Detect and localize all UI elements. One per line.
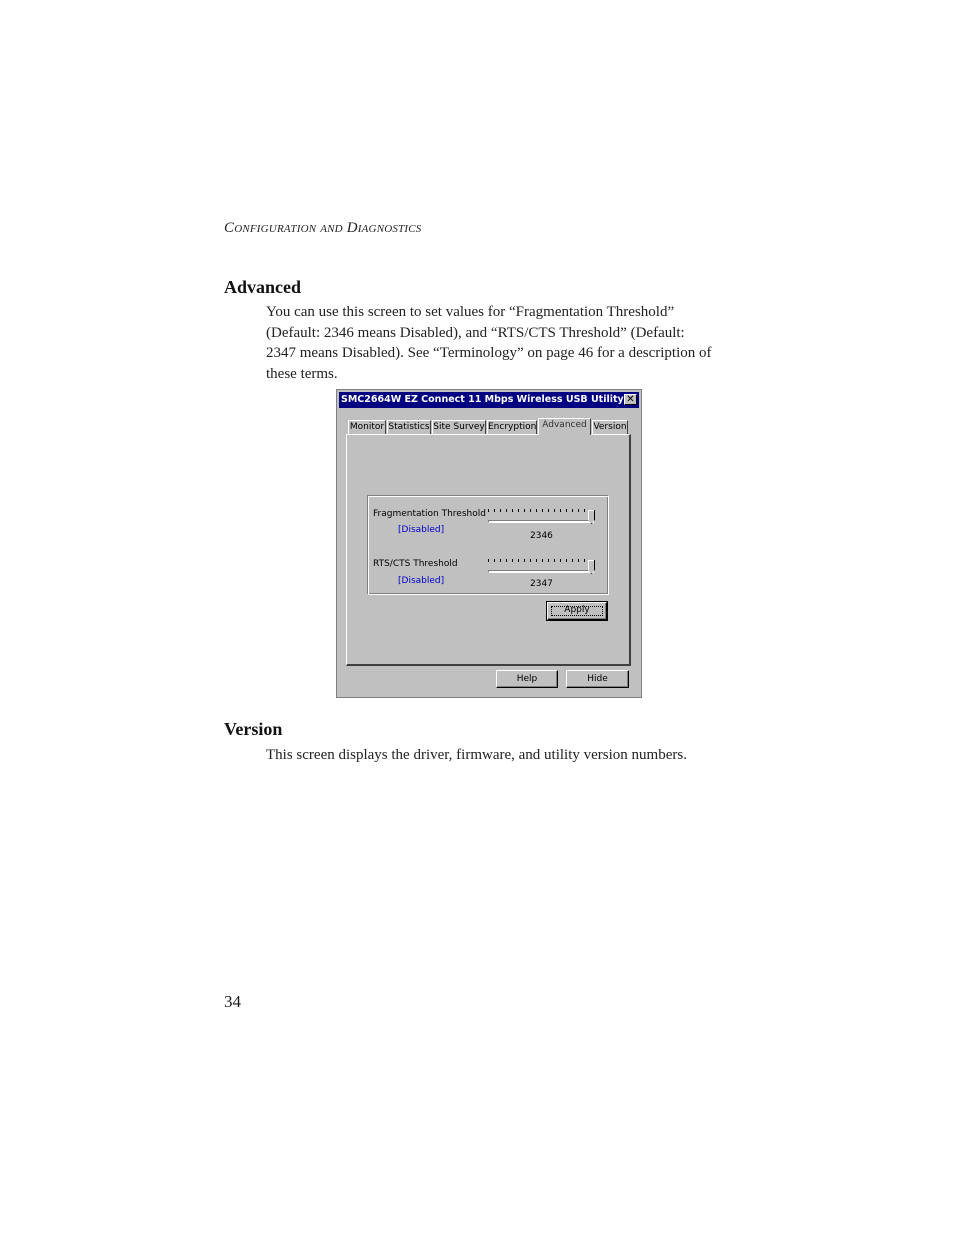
fragmentation-slider-track — [488, 520, 594, 523]
running-head: Configuration and Diagnostics — [224, 220, 422, 236]
advanced-paragraph — [266, 302, 736, 384]
fragmentation-ticks — [488, 509, 589, 512]
rts-value: 2347 — [530, 579, 553, 589]
rts-ticks — [488, 559, 589, 562]
version-paragraph: This screen displays the driver, firmware, and utility version numbers. — [266, 747, 687, 763]
rts-label: RTS/CTS Threshold — [373, 559, 458, 569]
page-number: 34 — [224, 992, 241, 1011]
apply-button-label: Apply — [564, 605, 590, 615]
fragmentation-value: 2346 — [530, 531, 553, 541]
advanced-line-2: (Default: 2346 means Disabled), and “RTS/CTS Threshold” (Default: — [266, 324, 685, 341]
apply-button[interactable] — [547, 602, 607, 620]
dialog-title: SMC2664W EZ Connect 11 Mbps Wireless USB Utility — [341, 394, 624, 405]
advanced-panel — [346, 434, 631, 666]
hide-button[interactable]: Hide — [566, 670, 629, 688]
advanced-line-1: You can use this screen to set values for “Fragmentation Threshold” — [266, 304, 675, 320]
tab-version[interactable]: Version — [593, 422, 627, 432]
advanced-line-3: 2347 means Disabled). See “Terminology” on page 46 for a description of — [266, 345, 712, 361]
close-icon[interactable]: ✕ — [624, 394, 637, 405]
fragmentation-status: [Disabled] — [398, 525, 445, 535]
advanced-line-4: these terms. — [266, 365, 338, 382]
tab-site-survey[interactable]: Site Survey — [433, 422, 485, 432]
advanced-heading: Advanced — [224, 277, 302, 297]
tab-statistics[interactable]: Statistics — [388, 422, 430, 432]
threshold-group — [367, 495, 609, 595]
rts-status: [Disabled] — [398, 576, 445, 586]
tab-monitor[interactable]: Monitor — [349, 422, 385, 432]
utility-dialog — [336, 389, 642, 698]
rts-slider-track — [488, 570, 594, 573]
dialog-titlebar — [339, 392, 639, 408]
help-button[interactable]: Help — [496, 670, 558, 688]
tab-advanced[interactable]: Advanced — [538, 418, 591, 435]
fragmentation-label: Fragmentation Threshold — [373, 509, 486, 519]
version-heading: Version — [224, 719, 283, 739]
tab-encryption[interactable]: Encryption — [488, 422, 537, 432]
